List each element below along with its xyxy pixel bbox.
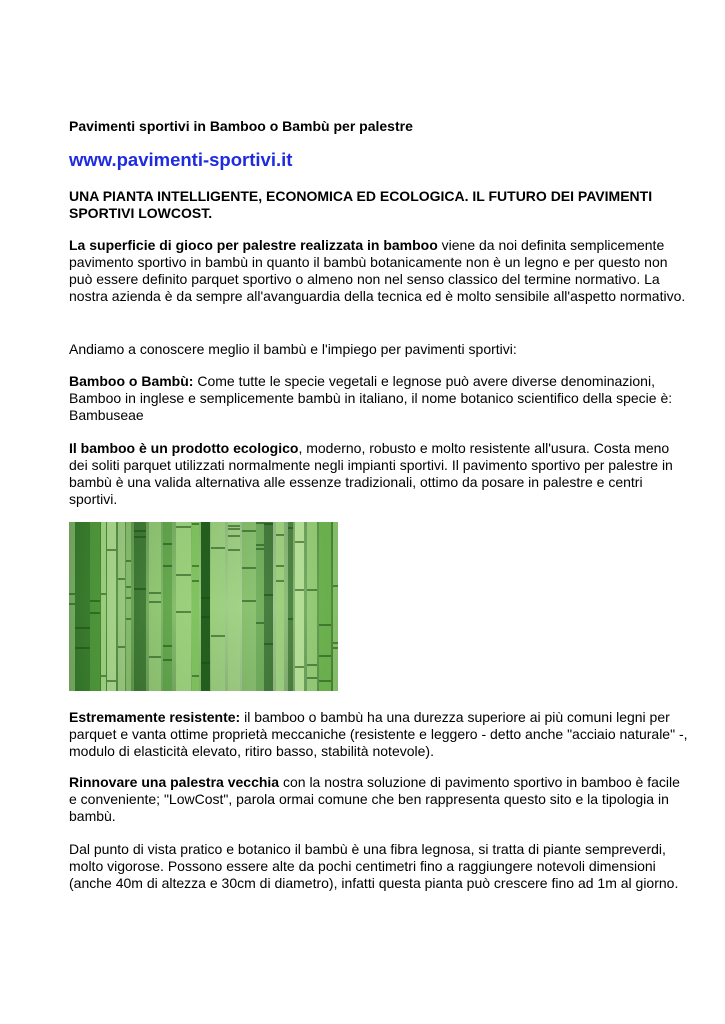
- paragraph-botanico: [69, 841, 691, 892]
- bamboo-stalk: [228, 522, 240, 691]
- bamboo-node: [75, 647, 90, 649]
- bamboo-node: [149, 592, 161, 594]
- bamboo-stalk: [126, 522, 131, 691]
- bamboo-node: [192, 580, 199, 582]
- bamboo-node: [319, 624, 331, 626]
- bamboo-stalk: [242, 522, 256, 691]
- bamboo-node: [288, 527, 293, 529]
- bamboo-node: [228, 528, 240, 530]
- bamboo-node: [90, 612, 100, 614]
- bamboo-node: [149, 601, 161, 603]
- paragraph-lead: Il bamboo è un prodotto ecologico: [69, 440, 299, 456]
- bamboo-stalk: [118, 522, 125, 691]
- bamboo-node: [242, 600, 256, 602]
- bamboo-node: [176, 526, 191, 528]
- bamboo-stalk: [176, 522, 191, 691]
- bamboo-node: [256, 544, 264, 546]
- bamboo-node: [307, 589, 317, 591]
- bamboo-node: [276, 565, 284, 567]
- bamboo-stalk: [264, 522, 273, 691]
- bamboo-node: [163, 659, 172, 661]
- bamboo-node: [295, 666, 304, 668]
- bamboo-node: [288, 618, 293, 620]
- bamboo-node: [118, 578, 125, 580]
- paragraph-text: con la nostra soluzione di pavimento sportivo in bamboo è facile e conveniente; "LowCost", parola ormai comune che ben rappresenta questo sito e la tipologia in bambù.: [69, 774, 680, 824]
- bamboo-node: [201, 662, 210, 664]
- bamboo-node: [319, 680, 331, 682]
- bamboo-node: [126, 618, 131, 620]
- bamboo-node: [307, 677, 317, 679]
- paragraph-lead: Rinnovare una palestra vecchia: [69, 774, 280, 790]
- bamboo-node: [75, 627, 90, 629]
- bamboo-node: [134, 536, 146, 538]
- bamboo-stalk: [333, 522, 338, 691]
- bamboo-stalk: [256, 522, 264, 691]
- paragraph-bamboo-name: [69, 373, 691, 424]
- bamboo-node: [201, 597, 210, 599]
- bamboo-stalk: [163, 522, 172, 691]
- paragraph-intro: [69, 341, 691, 358]
- bamboo-node: [192, 565, 199, 567]
- headline: UNA PIANTA INTELLIGENTE, ECONOMICA ED ECOLOGICA. IL FUTURO DEI PAVIMENTI SPORTIVI LOWCOST.: [69, 188, 653, 221]
- bamboo-node: [126, 560, 131, 562]
- bamboo-node: [90, 600, 100, 602]
- bamboo-node: [126, 586, 131, 588]
- bamboo-stalk: [107, 522, 116, 691]
- bamboo-stalk: [134, 522, 146, 691]
- paragraph-text: , moderno, robusto e molto resistente all'usura. Costa meno dei soliti parquet utilizzati normalmente negli impianti sportivi. Il pavimento sportivo per palestre in bambù è una valida alternativa alle essenze tradizionali, ottimo da posare in palestre e centri sportivi.: [69, 440, 673, 507]
- bamboo-node: [319, 655, 331, 657]
- bamboo-node: [228, 549, 240, 551]
- bamboo-node: [333, 647, 338, 649]
- bamboo-node: [163, 645, 172, 647]
- bamboo-stalk: [319, 522, 331, 691]
- bamboo-node: [69, 593, 75, 595]
- bamboo-stalk: [295, 522, 304, 691]
- paragraph-text: il bamboo o bambù ha una durezza superiore ai più comuni legni per parquet e vanta ottime proprietà meccaniche (resistente e leggero - detto anche "acciaio naturale" -, modulo di elasticità elevato, ritiro basso, stabilità notevole).: [69, 709, 688, 759]
- bamboo-node: [256, 548, 264, 550]
- bamboo-node: [211, 635, 225, 637]
- bamboo-node: [276, 534, 284, 536]
- bamboo-node: [256, 622, 264, 624]
- bamboo-stalk: [201, 522, 210, 691]
- bamboo-stalk: [288, 522, 293, 691]
- bamboo-node: [107, 549, 116, 551]
- bamboo-node: [149, 656, 161, 658]
- bamboo-node: [134, 588, 146, 590]
- website-link[interactable]: www.pavimenti-sportivi.it: [69, 149, 293, 170]
- bamboo-node: [276, 580, 284, 582]
- bamboo-node: [228, 535, 240, 537]
- bamboo-node: [242, 567, 256, 569]
- paragraph-resistente: [69, 709, 691, 760]
- paragraph-text: Come tutte le specie vegetali e legnose può avere diverse denominazioni, Bamboo in inglese e semplicemente bambù in italiano, il nome botanico scientifico della specie è: Bambuseae: [69, 373, 673, 423]
- paragraph-text: Andiamo a conoscere meglio il bambù e l'impiego per pavimenti sportivi:: [69, 341, 517, 357]
- bamboo-node: [256, 522, 264, 524]
- bamboo-node: [333, 585, 338, 587]
- bamboo-stalk: [276, 522, 284, 691]
- bamboo-stalk: [75, 522, 90, 691]
- bamboo-node: [307, 664, 317, 666]
- bamboo-node: [126, 597, 131, 599]
- bamboo-forest-photo: [69, 522, 338, 691]
- paragraph-rinnovare: [69, 774, 691, 825]
- bamboo-node: [101, 593, 106, 595]
- bamboo-node: [107, 680, 116, 682]
- bamboo-forest-image: [69, 522, 338, 691]
- bamboo-node: [118, 646, 125, 648]
- bamboo-node: [264, 594, 273, 596]
- bamboo-node: [295, 541, 304, 543]
- bamboo-node: [69, 603, 75, 605]
- paragraph-lead: La superficie di gioco per palestre realizzata in bamboo: [69, 237, 438, 253]
- bamboo-node: [264, 643, 273, 645]
- paragraph-lead: Bamboo o Bambù:: [69, 373, 194, 389]
- paragraph-ecologico: [69, 440, 691, 508]
- bamboo-node: [211, 547, 225, 549]
- paragraph-text: Dal punto di vista pratico e botanico il bambù è una fibra legnosa, si tratta di piante sempreverdi, molto vigorose. Possono essere alte da pochi centimetri fino a raggiungere notevoli dimensioni (anche 40m di altezza e 30cm di diametro), infatti questa pianta può crescere fino ad 1m al giorno.: [69, 841, 679, 891]
- document-title: Pavimenti sportivi in Bamboo o Bambù per palestre: [69, 118, 413, 134]
- bamboo-node: [201, 616, 210, 618]
- bamboo-node: [264, 523, 273, 525]
- bamboo-stalk: [149, 522, 161, 691]
- bamboo-node: [242, 530, 256, 532]
- paragraph-text: viene da noi definita semplicemente pavimento sportivo in bambù in quanto il bambù botanicamente non è un legno e per questo non può essere definito parquet sportivo o almeno non nel senso classico del termine normativo. La nostra azienda è da sempre all'avanguardia della tecnica ed è molto sensibile all'aspetto normativo.: [69, 237, 686, 304]
- bamboo-node: [228, 525, 240, 527]
- bamboo-stalk: [192, 522, 199, 691]
- bamboo-node: [163, 565, 172, 567]
- bamboo-stalk: [90, 522, 100, 691]
- bamboo-node: [176, 574, 191, 576]
- paragraph-superficie: [69, 237, 691, 305]
- bamboo-node: [333, 642, 338, 644]
- bamboo-node: [163, 543, 172, 545]
- bamboo-node: [295, 589, 304, 591]
- bamboo-node: [192, 675, 199, 677]
- bamboo-node: [176, 611, 191, 613]
- bamboo-stalk: [101, 522, 106, 691]
- paragraph-lead: Estremamente resistente:: [69, 709, 241, 725]
- bamboo-stalk: [69, 522, 75, 691]
- bamboo-node: [192, 523, 199, 525]
- bamboo-node: [134, 530, 146, 532]
- bamboo-node: [101, 675, 106, 677]
